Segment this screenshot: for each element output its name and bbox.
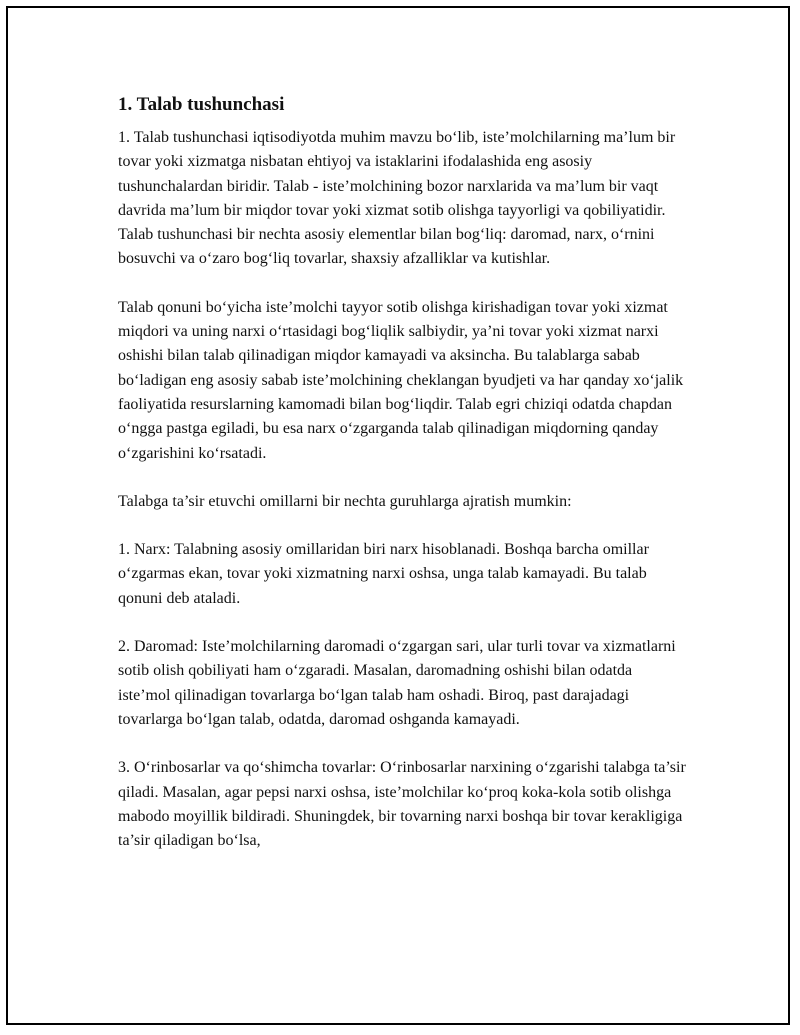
section-heading: 1. Talab tushunchasi bbox=[118, 94, 285, 115]
paragraph-price: 1. Narx: Talabning asosiy omillaridan biri narx hisoblanadi. Boshqa barcha omillar o‘zgarmas ekan, tovar yoki xizmatning narxi oshsa, unga talab kamayadi. Bu talab qonuni deb ataladi. bbox=[118, 541, 649, 607]
document-body bbox=[118, 92, 688, 877]
paragraph-income: 2. Daromad: Iste’molchilarning daromadi o‘zgargan sari, ular turli tovar va xizmatlarni sotib olish qobiliyati ham o‘zgaradi. Masalan, daromadning oshishi bilan odatda iste’mol qilinadigan tovarlarga bo‘lgan talab ham oshadi. Biroq, past darajadagi tovarlarga bo‘lgan talab, odatda, daromad oshganda kamayadi. bbox=[118, 638, 676, 728]
paragraph-demand-law: Talab qonuni bo‘yicha iste’molchi tayyor sotib olishga kirishadigan tovar yoki xizmat miqdori va uning narxi o‘rtasidagi bog‘liqlik salbiydir, ya’ni tovar yoki xizmat narxi oshishi bilan talab qilinadigan miqdor kamayadi va aksincha. Bu talablarga sabab bo‘ladigan eng asosiy sabab iste’molchining cheklangan byudjeti va har qanday xo‘jalik faoliyatida resurslarning kamomadi bilan bog‘liqdir. Talab egri chiziqi odatda chapdan o‘ngga pastga egiladi, bu esa narx o‘zgarganda talab qilinadigan miqdorning qanday o‘zgarishini ko‘rsatadi. bbox=[118, 298, 684, 462]
paragraph-factors-intro: Talabga ta’sir etuvchi omillarni bir nechta guruhlarga ajratish mumkin: bbox=[118, 492, 572, 510]
paragraph-substitutes: 3. O‘rinbosarlar va qo‘shimcha tovarlar: O‘rinbosarlar narxining o‘zgarishi talabga ta’sir qiladi. Masalan, agar pepsi narxi oshsa, iste’molchilar ko‘proq koka-kola sotib olishga mabodo moyillik bildiradi. Shuningdek, bir tovarning narxi boshqa bir tovar kerakligiga ta’sir qiladigan bo‘lsa, bbox=[118, 759, 686, 850]
paragraph-intro: 1. Talab tushunchasi iqtisodiyotda muhim mavzu bo‘lib, iste’molchilarning ma’lum bir tovar yoki xizmatga nisbatan ehtiyoj va istaklarini ifodalashida eng asosiy tushunchalardan biridir. Talab - iste’molchining bozor narxlarida va ma’lum bir vaqt davrida ma’lum bir miqdor tovar yoki xizmat sotib olishga tayyorligi va qobiliyatidir. Talab tushunchasi bir nechta asosiy elementlar bilan bog‘liq: daromad, narx, o‘rnini bosuvchi va o‘zaro bog‘liq tovarlar, shaxsiy afzalliklar va kutishlar. bbox=[118, 129, 676, 268]
